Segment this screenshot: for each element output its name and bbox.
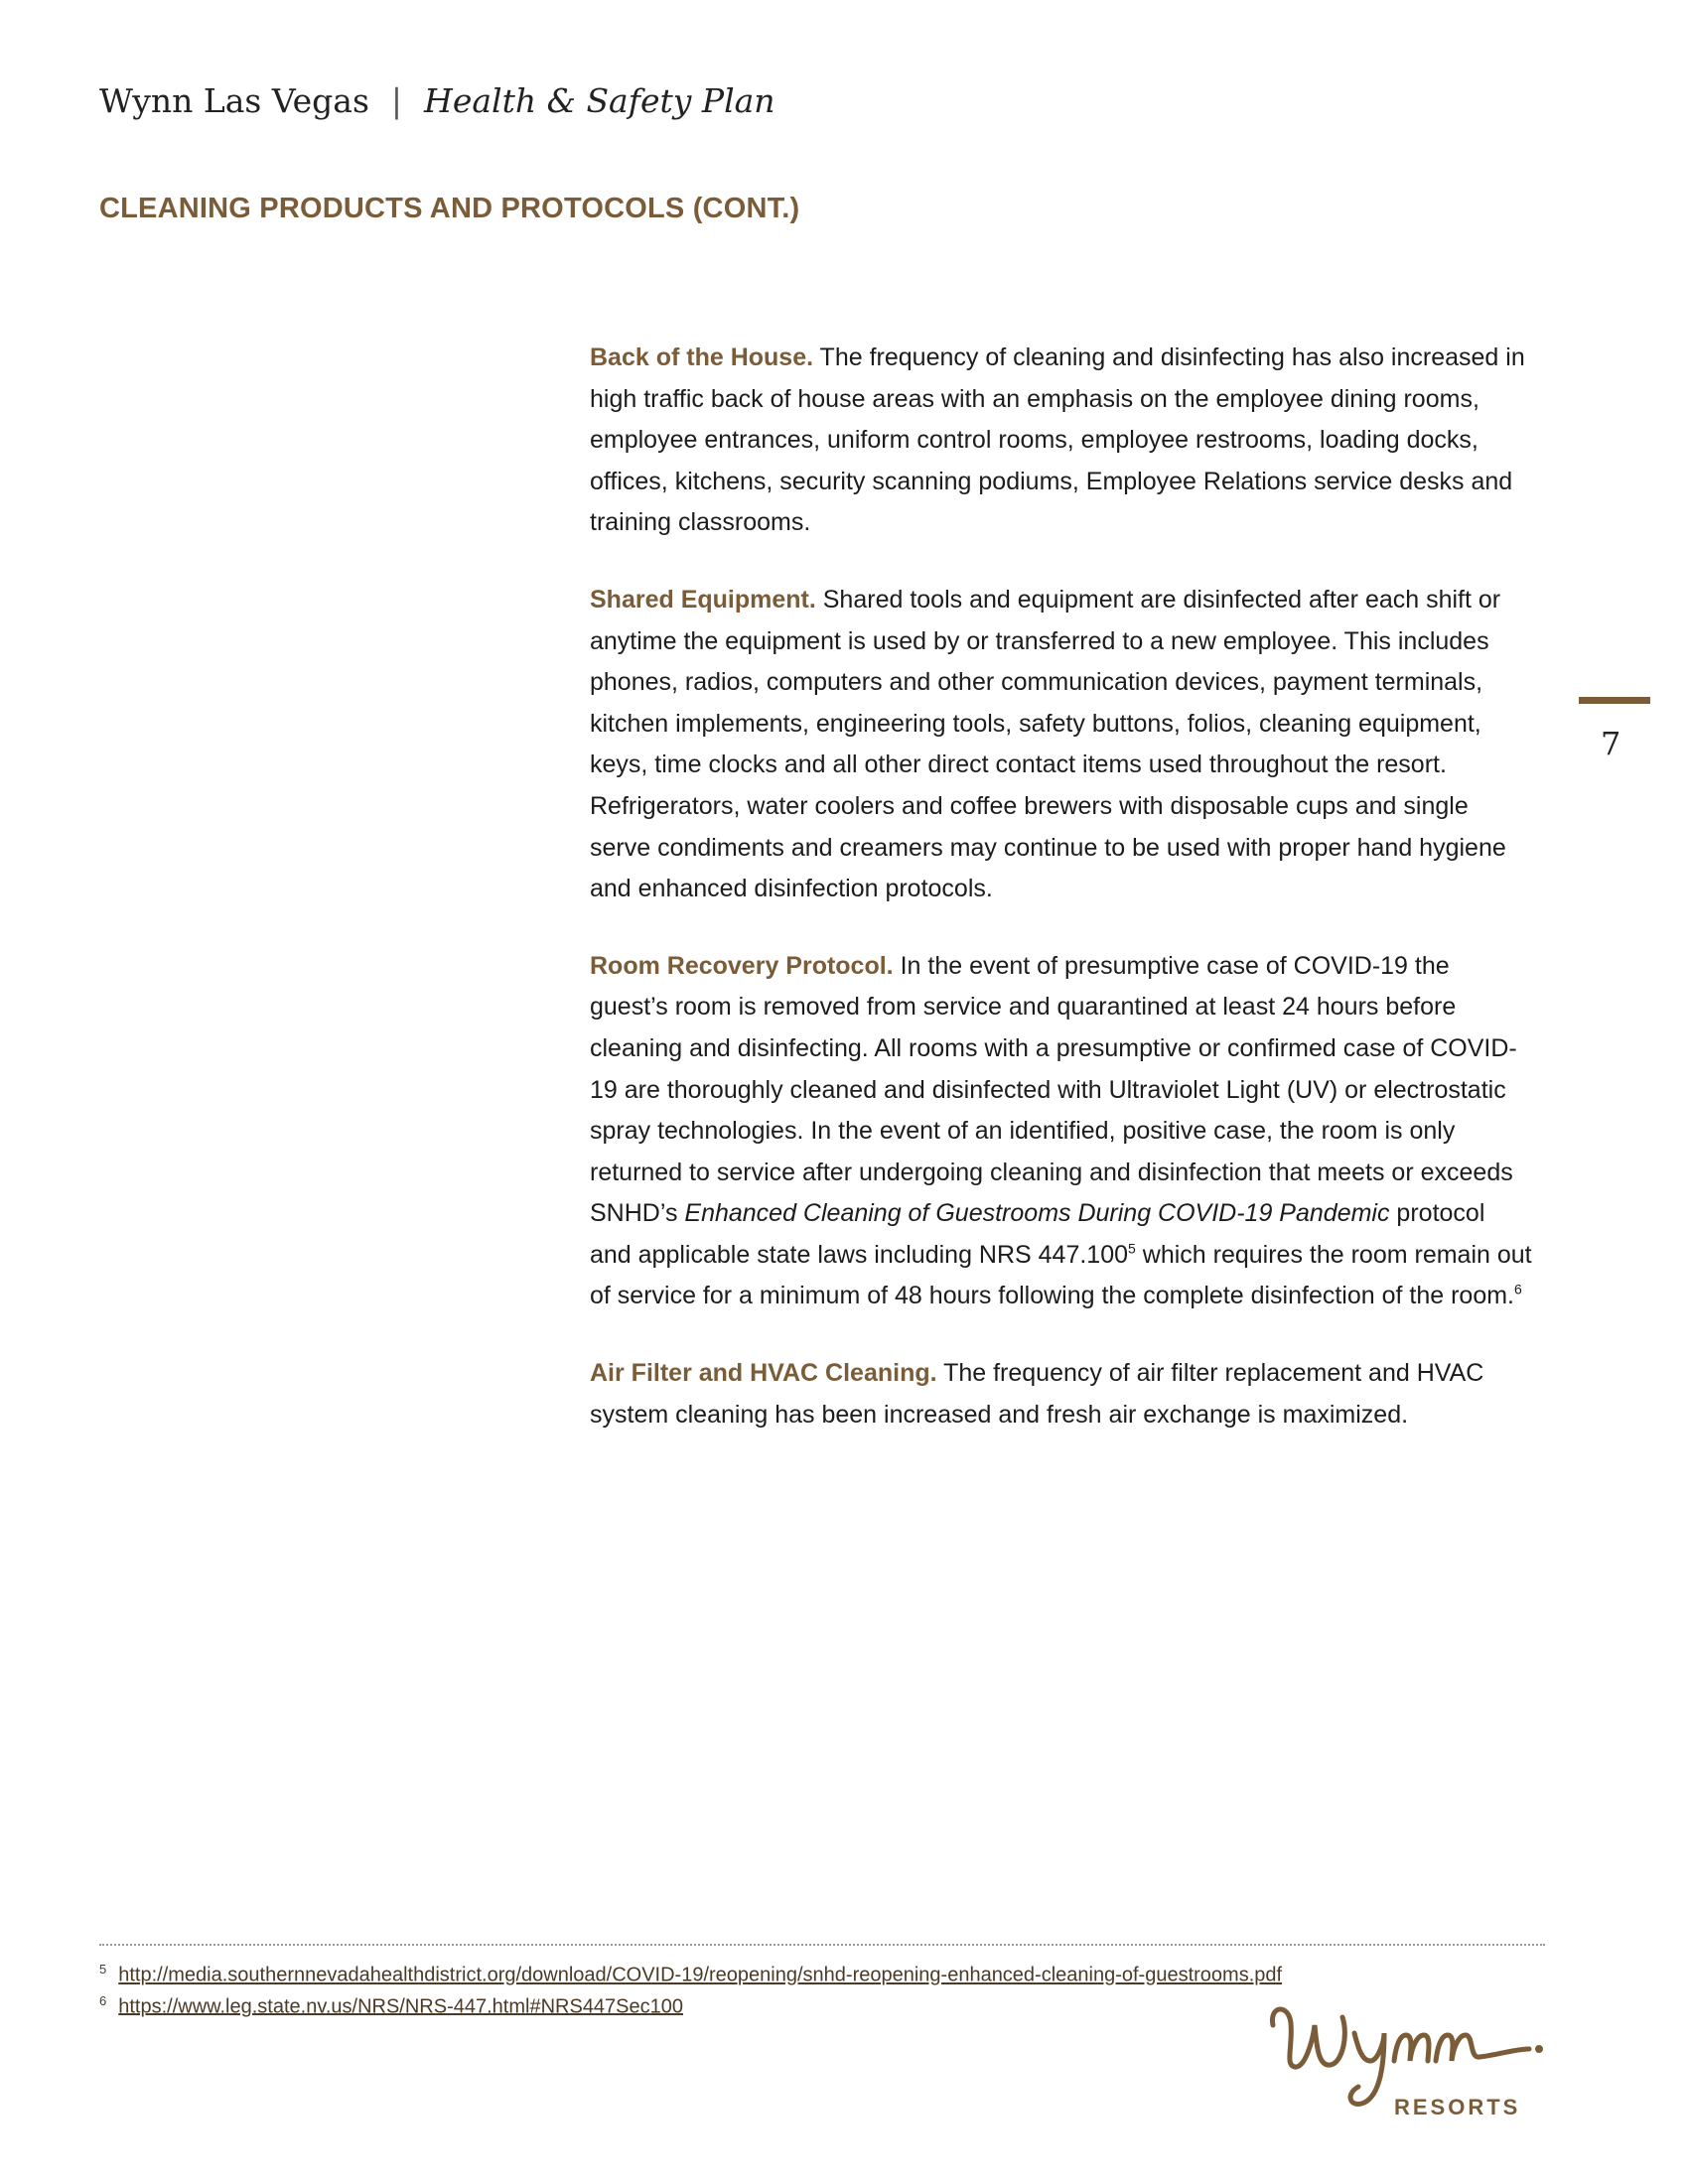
document-subtitle: Health & Safety Plan [424,81,775,120]
header-divider: | [390,81,403,120]
paragraph-shared-equipment [590,580,1533,910]
paragraph-lead: Room Recovery Protocol. [590,951,894,980]
paragraph-text: In the event of presumptive case of COVID-19 the guest’s room is removed from service and quarantined at least 24 hours before cleaning and disinfecting. All rooms with a presumptive or confirmed case of COVID-19 are thoroughly cleaned and disinfected with Ultraviolet Light (UV) or electrostatic spray technologies. In the event of an identified, positive case, the room is only returned to service after undergoing cleaning and disinfection that meets or exceeds SNHD’s [590,951,1517,1228]
body-content [590,338,1533,1471]
section-title: CLEANING PRODUCTS AND PROTOCOLS (CONT.) [99,193,800,224]
paragraph-air-filter [590,1353,1533,1435]
footnote-item [99,1962,1282,1987]
footnote-number: 5 [99,1962,107,1977]
page-number: 7 [1601,725,1621,762]
footnote-ref-5[interactable]: 5 [1128,1240,1136,1257]
logo-subtext: RESORTS [1394,2095,1521,2119]
page-marker-bar [1579,697,1650,704]
protocol-title: Enhanced Cleaning of Guestrooms During COVID-19 Pandemic [684,1199,1390,1228]
footnote-item [99,1993,1282,2019]
paragraph-text: The frequency of air filter replacement and HVAC system cleaning has been increased and fresh air exchange is maximized. [590,1359,1484,1429]
footnote-number: 6 [99,1992,107,2008]
footnote-link[interactable]: https://www.leg.state.nv.us/NRS/NRS-447.html#NRS447Sec100 [118,1995,684,2018]
brand-name: Wynn Las Vegas [99,81,369,120]
paragraph-text: Shared tools and equipment are disinfected after each shift or anytime the equipment is used by or transferred to a new employee. This includes phones, radios, computers and other communication devices, payment terminals, kitchen implements, engineering tools, safety buttons, folios, cleaning equipment, keys, time clocks and all other direct contact items used throughout the resort. Refrigerators, water coolers and coffee brewers with disposable cups and single serve condiments and creamers may continue to be used with proper hand hygiene and enhanced disinfection protocols. [590,585,1506,903]
paragraph-lead: Back of the House. [590,343,814,371]
paragraph-text: The frequency of cleaning and disinfecting has also increased in high traffic back of house areas with an emphasis on the employee dining rooms, employee entrances, uniform control rooms, employee restrooms, loading docks, offices, kitchens, security scanning podiums, Employee Relations service desks and training classrooms. [590,343,1525,537]
paragraph-lead: Air Filter and HVAC Cleaning. [590,1359,937,1388]
footnote-link[interactable]: http://media.southernnevadahealthdistrict.org/download/COVID-19/reopening/snhd-reopening-enhanced-cleaning-of-guestrooms.pdf [118,1964,1283,1986]
paragraph-back-of-house [590,338,1533,544]
paragraph-lead: Shared Equipment. [590,585,816,614]
document-header [99,81,775,120]
footnote-divider [99,1944,1545,1946]
paragraph-room-recovery [590,946,1533,1317]
footnotes [99,1962,1282,2024]
paragraph-text: protocol and applicable state laws including NRS 447.100 [590,1199,1485,1269]
paragraph-text: which requires the room remain out of service for a minimum of 48 hours following the complete disinfection of the room. [590,1240,1532,1310]
footnote-ref-6[interactable]: 6 [1514,1282,1522,1298]
wynn-resorts-logo [1259,1985,1547,2144]
